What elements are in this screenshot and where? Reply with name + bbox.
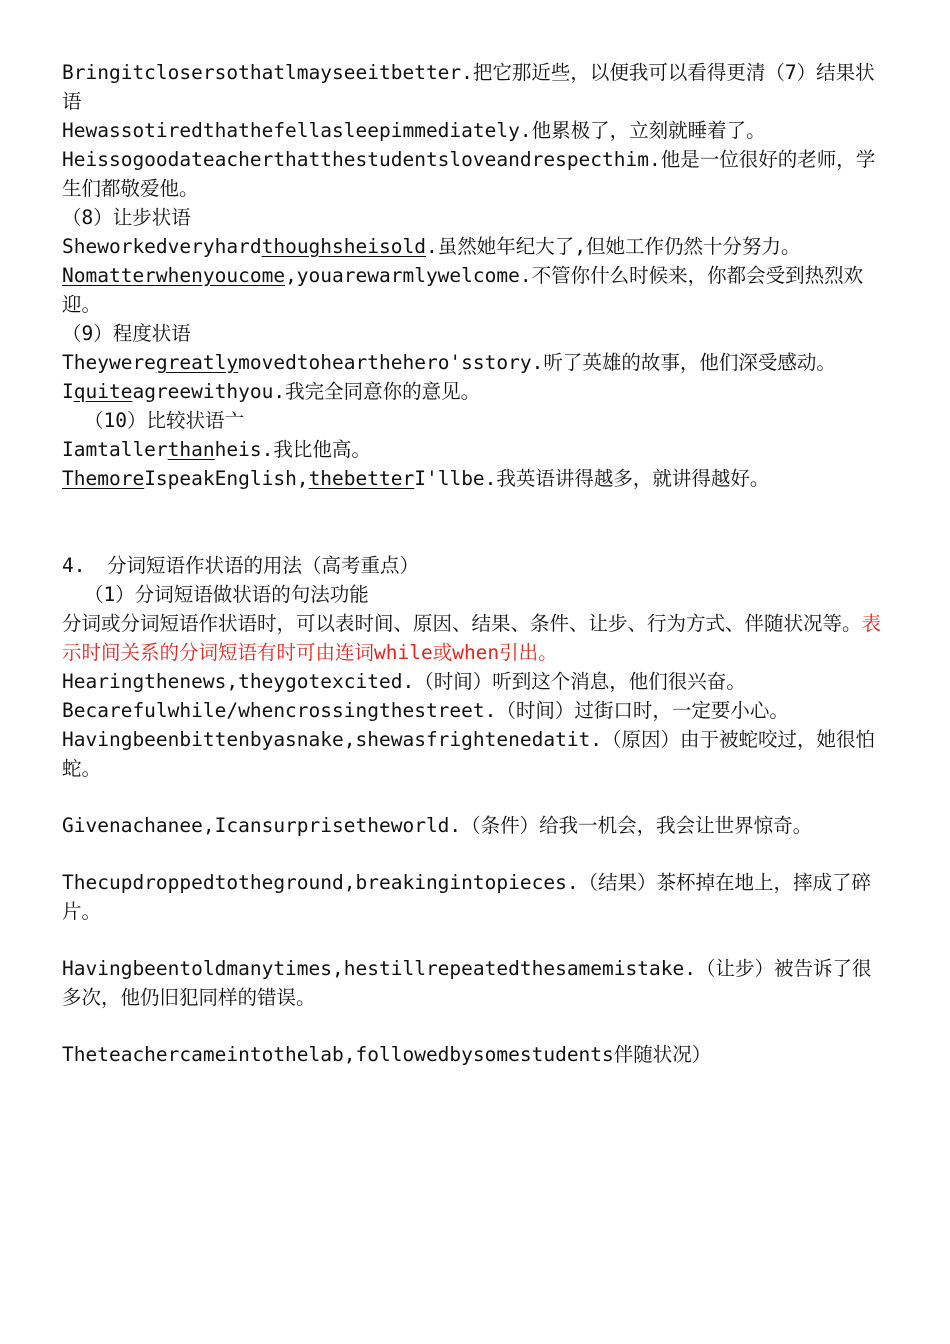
- chapter-heading: 4. 分词短语作状语的用法（高考重点）: [62, 551, 888, 580]
- text-line: ThemoreIspeakEnglish,thebetterI'llbe.我英语讲得越多，就讲得越好。: [62, 467, 770, 490]
- section-heading: （9）程度状语: [62, 322, 191, 345]
- underlined-phrase: than: [167, 438, 215, 461]
- text-line: Heissogoodateacherthatthestudentsloveandrespecthim.他是一位很好的老师，学生们都敬爱他。: [62, 148, 876, 200]
- heading-number: 4.: [62, 554, 86, 577]
- example-line: Havingbeentoldmanytimes,hestillrepeatedthesamemistake.（让步）被告诉了很多次，他仍旧犯同样的错误。: [62, 957, 872, 1009]
- example-line: Givenachanee,Icansurprisetheworld.（条件）给我一机会，我会让世界惊奇。: [62, 814, 813, 837]
- text-line: Iquiteagreewithyou.我完全同意你的意见。: [62, 380, 481, 403]
- text-line: Hewassotiredthathefellasleepimmediately.他累极了，立刻就睡着了。: [62, 119, 766, 142]
- underlined-phrase: Themore: [62, 467, 145, 490]
- text-line: Theyweregreatlymovedtohearthehero'sstory.听了英雄的故事，他们深受感动。: [62, 351, 836, 374]
- underlined-phrase: greatly: [155, 351, 239, 374]
- example-line: Havingbeenbittenbyasnake,shewasfrightenedatit.（原因）由于被蛇咬过，她很怕蛇。: [62, 728, 876, 780]
- underlined-phrase: thebetter: [308, 467, 415, 490]
- text-line: Nomatterwhenyoucome,youarewarmlywelcome.不管你什么时候来，你都会受到热烈欢迎。: [62, 264, 864, 316]
- section-heading: （8）让步状语: [62, 206, 191, 229]
- example-line: Theteachercameintothelab,followedbysomestudents伴随状况）: [62, 1043, 712, 1066]
- underlined-phrase: Nomatterwhenyoucome: [62, 264, 286, 287]
- text-line: Iamtallerthanheis.我比他高。: [62, 438, 371, 461]
- example-line: Hearingthenews,theygotexcited.（时间）听到这个消息，他们很兴奋。: [62, 670, 746, 693]
- paragraph: 分词或分词短语作状语时，可以表时间、原因、结果、条件、让步、行为方式、伴随状况等。表示时间关系的分词短语有时可由连词while或when引出。: [62, 612, 882, 664]
- text-line: Bringitclosersothatlmayseeitbetter.把它那近些，以便我可以看得更清（7）结果状语: [62, 61, 875, 113]
- underlined-phrase: quite: [73, 380, 133, 403]
- example-line: Becarefulwhile/whencrossingthestreet.（时间）过街口时，一定要小心。: [62, 699, 789, 722]
- underlined-phrase: thoughsheisold: [261, 235, 426, 258]
- highlighted-note: 表示时间关系的分词短语有时可由连词while或when引出。: [62, 612, 882, 664]
- section-heading: （1）分词短语做状语的句法功能: [84, 583, 369, 606]
- section-heading: （10）比较状语亠: [84, 409, 244, 432]
- document-page: [62, 58, 888, 1069]
- text-line: Sheworkedveryhardthoughsheisold.虽然她年纪大了,但她工作仍然十分努力。: [62, 235, 801, 258]
- example-line: Thecupdroppedtotheground,breakingintopieces.（结果）茶杯掉在地上，摔成了碎片。: [62, 871, 872, 923]
